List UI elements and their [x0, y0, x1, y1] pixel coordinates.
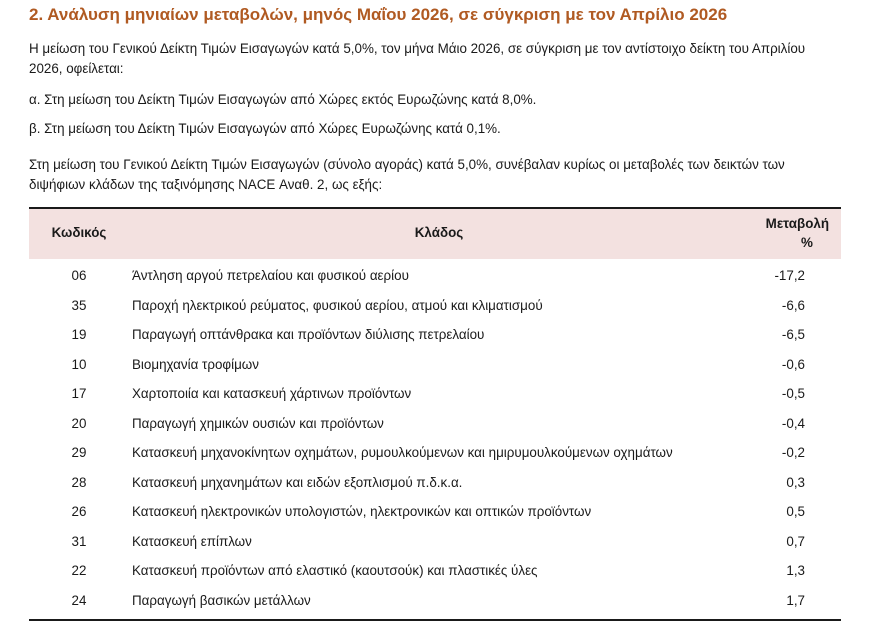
header-sector: Κλάδος [414, 225, 464, 240]
row-sector: Παραγωγή βασικών μετάλλων [132, 592, 311, 608]
row-code: 31 [71, 533, 87, 549]
table-row [29, 439, 841, 469]
row-change: 1,3 [786, 563, 805, 578]
row-change: -0,4 [781, 415, 805, 431]
intro-paragraph: Η μείωση του Γενικού Δείκτη Τιμών Εισαγωγών κατά 5,0%, τον μήνα Μάιο 2026, σε σύγκριση με τον αντίστοιχο δείκτη του Απριλίου 2026, οφείλεται: [29, 41, 806, 76]
row-code: 29 [71, 445, 87, 460]
row-code: 28 [71, 474, 87, 490]
row-code: 06 [71, 268, 87, 283]
row-sector: Βιομηχανία τροφίμων [132, 356, 259, 372]
table-header-row [29, 209, 841, 259]
row-sector: Παραγωγή χημικών ουσιών και προϊόντων [132, 415, 384, 431]
table-row [29, 469, 841, 499]
table-row [29, 321, 841, 351]
row-change: -6,6 [781, 297, 805, 313]
row-code: 26 [71, 504, 87, 519]
row-change: 0,7 [786, 533, 805, 549]
row-code: 17 [71, 386, 87, 401]
row-change: -0,5 [781, 386, 805, 401]
table-row [29, 410, 841, 440]
point-b-paragraph: β. Στη μείωση του Δείκτη Τιμών Εισαγωγών από Χώρες Ευρωζώνης κατά 0,1%. [29, 121, 501, 136]
table-row [29, 351, 841, 381]
table-row [29, 292, 841, 322]
row-sector: Κατασκευή προϊόντων από ελαστικό (καουτσούκ) και πλαστικές ύλες [132, 563, 538, 578]
row-code: 22 [71, 563, 87, 578]
row-sector: Κατασκευή μηχανοκίνητων οχημάτων, ρυμουλκούμενων και ημιρυμουλκούμενων οχημάτων [132, 445, 673, 460]
row-change: 0,3 [786, 474, 805, 490]
row-code: 19 [71, 327, 87, 342]
row-code: 20 [71, 415, 87, 431]
table-intro-paragraph: Στη μείωση του Γενικού Δείκτη Τιμών Εισαγωγών (σύνολο αγοράς) κατά 5,0%, συνέβαλαν κυρίως οι μεταβολές των δεικτών των διψήφιων κλάδων της ταξινόμησης NACE Αναθ. 2, ως εξής: [29, 157, 785, 192]
table-body [29, 259, 841, 619]
table-row [29, 528, 841, 558]
table-row [29, 380, 841, 410]
header-change-unit: % [801, 235, 813, 250]
point-a-paragraph: α. Στη μείωση του Δείκτη Τιμών Εισαγωγών από Χώρες εκτός Ευρωζώνης κατά 8,0%. [29, 92, 537, 107]
row-sector: Κατασκευή μηχανημάτων και ειδών εξοπλισμού π.δ.κ.α. [132, 474, 463, 490]
row-sector: Κατασκευή επίπλων [132, 533, 252, 549]
table-row [29, 557, 841, 587]
sector-change-table [29, 207, 841, 621]
row-code: 24 [71, 592, 87, 608]
header-change-label: Μεταβολή [765, 216, 829, 231]
section-heading: 2. Ανάλυση μηνιαίων μεταβολών, μηνός Μαΐου 2026, σε σύγκριση με τον Απρίλιο 2026 [29, 5, 728, 24]
row-change: -0,2 [781, 445, 805, 460]
row-sector: Χαρτοποιία και κατασκευή χάρτινων προϊόντων [132, 386, 412, 401]
header-change [739, 214, 829, 252]
row-code: 35 [71, 297, 87, 313]
row-sector: Παραγωγή οπτάνθρακα και προϊόντων διύλισης πετρελαίου [132, 327, 485, 342]
row-code: 10 [71, 356, 87, 372]
row-change: 1,7 [786, 592, 805, 608]
row-sector: Άντληση αργού πετρελαίου και φυσικού αερίου [132, 268, 409, 283]
row-sector: Παροχή ηλεκτρικού ρεύματος, φυσικού αερίου, ατμού και κλιματισμού [132, 297, 543, 313]
row-change: 0,5 [786, 504, 805, 519]
row-sector: Κατασκευή ηλεκτρονικών υπολογιστών, ηλεκτρονικών και οπτικών προϊόντων [132, 504, 592, 519]
row-change: -17,2 [774, 268, 805, 283]
header-code: Κωδικός [51, 225, 107, 240]
row-change: -6,5 [781, 327, 805, 342]
table-row [29, 587, 841, 617]
table-row [29, 262, 841, 292]
row-change: -0,6 [781, 356, 805, 372]
table-row [29, 498, 841, 528]
